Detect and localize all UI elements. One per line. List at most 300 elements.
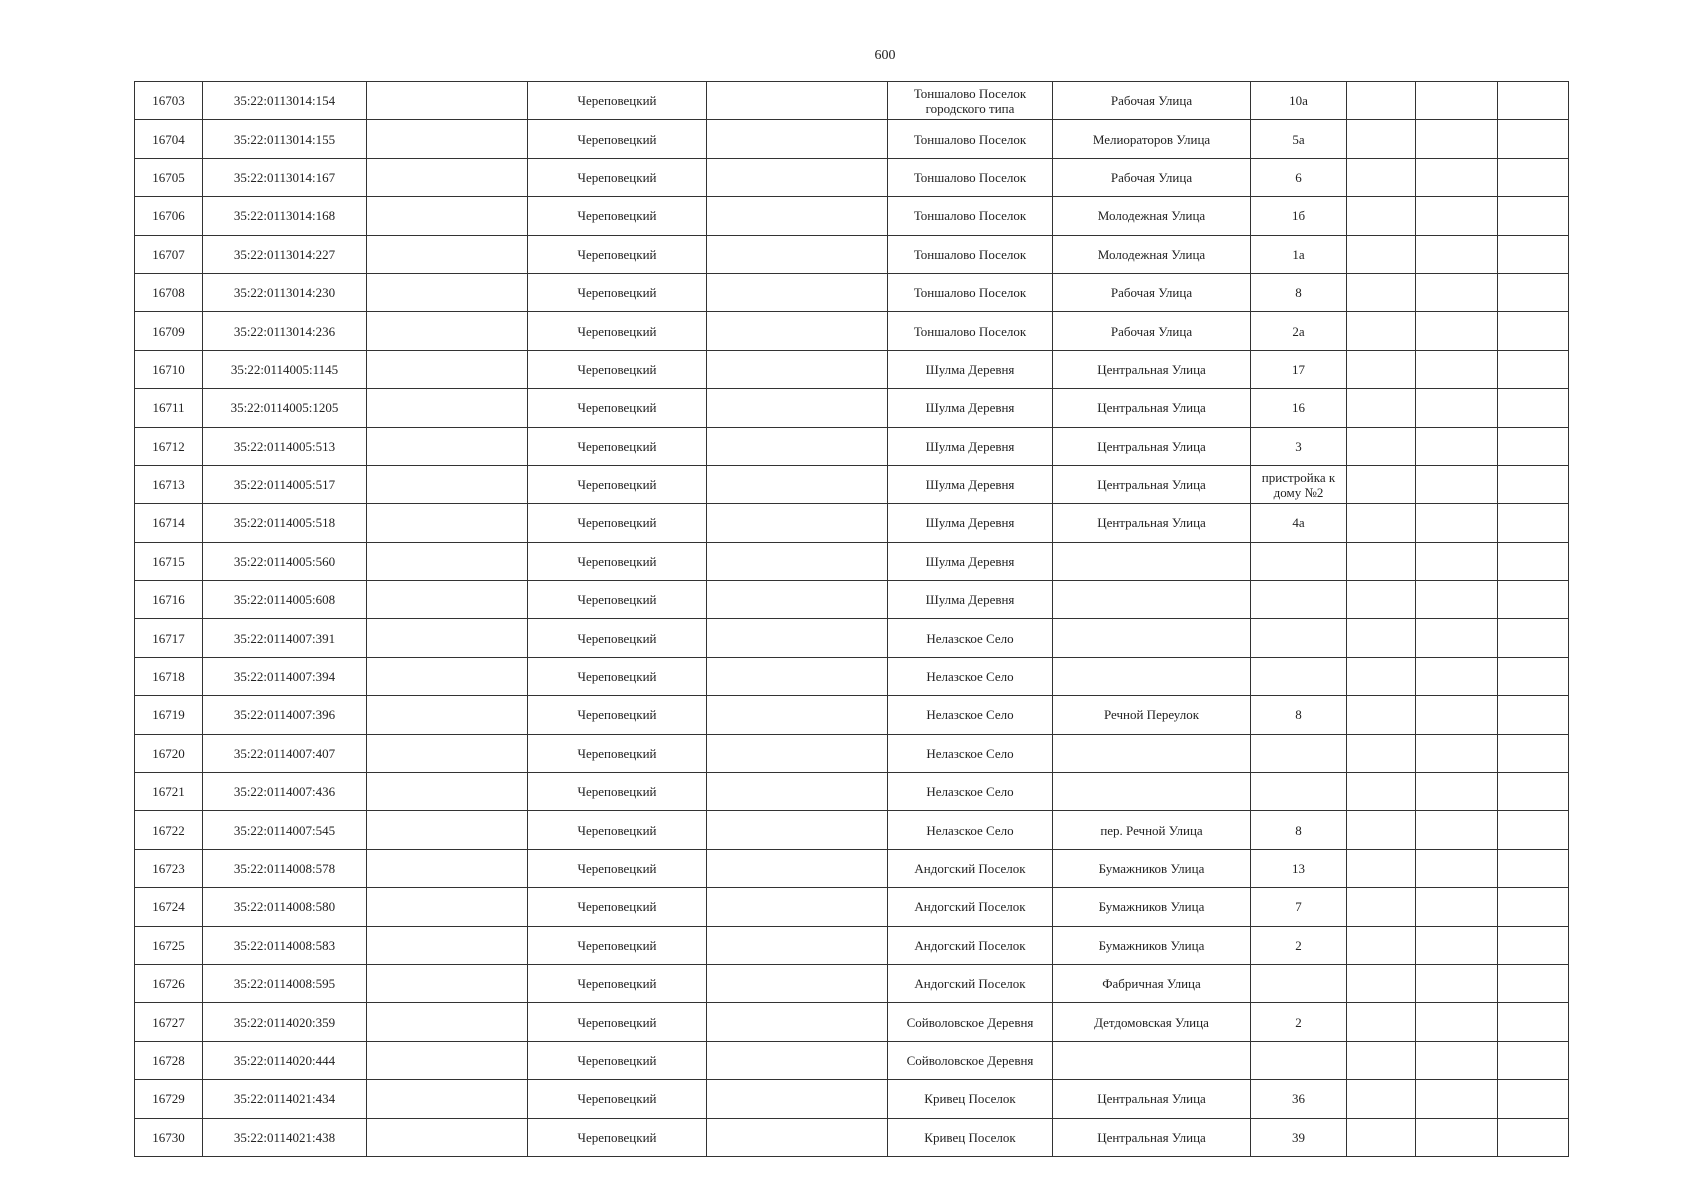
row-number-cell: 16708 xyxy=(135,273,203,311)
empty-cell xyxy=(367,158,528,196)
cadastral-number-cell: 35:22:0113014:168 xyxy=(203,197,367,235)
empty-cell xyxy=(707,120,888,158)
house-number-cell xyxy=(1251,657,1347,695)
house-number-cell: 39 xyxy=(1251,1118,1347,1156)
empty-cell xyxy=(1498,504,1569,542)
house-number-cell xyxy=(1251,581,1347,619)
cadastral-number-cell: 35:22:0114005:1205 xyxy=(203,389,367,427)
empty-cell xyxy=(367,350,528,388)
settlement-cell: Тоншалово Поселок городского типа xyxy=(888,82,1053,120)
district-cell: Череповецкий xyxy=(528,657,707,695)
empty-cell xyxy=(1498,465,1569,503)
settlement-cell: Тоншалово Поселок xyxy=(888,312,1053,350)
settlement-cell: Андогский Поселок xyxy=(888,888,1053,926)
table-row xyxy=(135,158,1569,196)
empty-cell xyxy=(1498,1118,1569,1156)
empty-cell xyxy=(1347,811,1416,849)
empty-cell xyxy=(707,350,888,388)
district-cell: Череповецкий xyxy=(528,1080,707,1118)
empty-cell xyxy=(1498,926,1569,964)
row-number-cell: 16709 xyxy=(135,312,203,350)
empty-cell xyxy=(1347,619,1416,657)
empty-cell xyxy=(367,811,528,849)
district-cell: Череповецкий xyxy=(528,82,707,120)
row-number-cell: 16716 xyxy=(135,581,203,619)
empty-cell xyxy=(1498,350,1569,388)
table-row xyxy=(135,427,1569,465)
row-number-cell: 16710 xyxy=(135,350,203,388)
empty-cell xyxy=(1416,849,1498,887)
settlement-cell: Кривец Поселок xyxy=(888,1080,1053,1118)
street-cell: пер. Речной Улица xyxy=(1053,811,1251,849)
district-cell: Череповецкий xyxy=(528,197,707,235)
cadastral-number-cell: 35:22:0114008:578 xyxy=(203,849,367,887)
settlement-cell: Шулма Деревня xyxy=(888,465,1053,503)
table-row xyxy=(135,811,1569,849)
house-number-cell: 8 xyxy=(1251,811,1347,849)
empty-cell xyxy=(707,235,888,273)
empty-cell xyxy=(707,849,888,887)
street-cell xyxy=(1053,619,1251,657)
row-number-cell: 16728 xyxy=(135,1041,203,1079)
empty-cell xyxy=(1347,1080,1416,1118)
empty-cell xyxy=(707,773,888,811)
empty-cell xyxy=(707,1118,888,1156)
cadastral-number-cell: 35:22:0114021:438 xyxy=(203,1118,367,1156)
district-cell: Череповецкий xyxy=(528,1003,707,1041)
empty-cell xyxy=(1416,542,1498,580)
empty-cell xyxy=(1416,657,1498,695)
street-cell: Центральная Улица xyxy=(1053,427,1251,465)
table-row xyxy=(135,465,1569,503)
table-row xyxy=(135,350,1569,388)
row-number-cell: 16730 xyxy=(135,1118,203,1156)
cadastral-number-cell: 35:22:0113014:230 xyxy=(203,273,367,311)
empty-cell xyxy=(1498,657,1569,695)
empty-cell xyxy=(1347,427,1416,465)
empty-cell xyxy=(1416,619,1498,657)
settlement-cell: Тоншалово Поселок xyxy=(888,158,1053,196)
street-cell xyxy=(1053,773,1251,811)
empty-cell xyxy=(1498,581,1569,619)
table-row xyxy=(135,273,1569,311)
empty-cell xyxy=(707,926,888,964)
row-number-cell: 16724 xyxy=(135,888,203,926)
street-cell: Бумажников Улица xyxy=(1053,926,1251,964)
house-number-cell xyxy=(1251,734,1347,772)
settlement-cell: Андогский Поселок xyxy=(888,964,1053,1002)
empty-cell xyxy=(1498,811,1569,849)
empty-cell xyxy=(707,504,888,542)
empty-cell xyxy=(707,542,888,580)
empty-cell xyxy=(367,964,528,1002)
settlement-cell: Тоншалово Поселок xyxy=(888,235,1053,273)
district-cell: Череповецкий xyxy=(528,389,707,427)
settlement-cell: Шулма Деревня xyxy=(888,389,1053,427)
table-row xyxy=(135,581,1569,619)
empty-cell xyxy=(707,1080,888,1118)
street-cell: Центральная Улица xyxy=(1053,350,1251,388)
empty-cell xyxy=(1347,964,1416,1002)
cadastral-number-cell: 35:22:0114007:396 xyxy=(203,696,367,734)
empty-cell xyxy=(1347,312,1416,350)
table-row xyxy=(135,1041,1569,1079)
settlement-cell: Шулма Деревня xyxy=(888,427,1053,465)
empty-cell xyxy=(1416,811,1498,849)
row-number-cell: 16704 xyxy=(135,120,203,158)
row-number-cell: 16711 xyxy=(135,389,203,427)
cadastral-number-cell: 35:22:0114005:560 xyxy=(203,542,367,580)
empty-cell xyxy=(707,619,888,657)
empty-cell xyxy=(707,696,888,734)
cadastral-number-cell: 35:22:0113014:155 xyxy=(203,120,367,158)
table-row xyxy=(135,773,1569,811)
empty-cell xyxy=(1416,888,1498,926)
empty-cell xyxy=(707,197,888,235)
district-cell: Череповецкий xyxy=(528,504,707,542)
cadastral-number-cell: 35:22:0114007:391 xyxy=(203,619,367,657)
house-number-cell: 1б xyxy=(1251,197,1347,235)
table-row xyxy=(135,657,1569,695)
cadastral-number-cell: 35:22:0114021:434 xyxy=(203,1080,367,1118)
cadastral-number-cell: 35:22:0114020:444 xyxy=(203,1041,367,1079)
empty-cell xyxy=(1416,734,1498,772)
row-number-cell: 16713 xyxy=(135,465,203,503)
table-row xyxy=(135,504,1569,542)
district-cell: Череповецкий xyxy=(528,581,707,619)
table-row xyxy=(135,235,1569,273)
empty-cell xyxy=(1347,389,1416,427)
empty-cell xyxy=(1416,389,1498,427)
empty-cell xyxy=(1347,926,1416,964)
empty-cell xyxy=(707,734,888,772)
table-row xyxy=(135,619,1569,657)
district-cell: Череповецкий xyxy=(528,350,707,388)
street-cell: Центральная Улица xyxy=(1053,504,1251,542)
empty-cell xyxy=(1347,197,1416,235)
house-number-cell: 16 xyxy=(1251,389,1347,427)
table-row xyxy=(135,1118,1569,1156)
settlement-cell: Шулма Деревня xyxy=(888,581,1053,619)
row-number-cell: 16717 xyxy=(135,619,203,657)
empty-cell xyxy=(1498,849,1569,887)
empty-cell xyxy=(367,427,528,465)
empty-cell xyxy=(367,1041,528,1079)
empty-cell xyxy=(367,389,528,427)
empty-cell xyxy=(1498,964,1569,1002)
empty-cell xyxy=(1498,1080,1569,1118)
street-cell: Детдомовская Улица xyxy=(1053,1003,1251,1041)
street-cell: Центральная Улица xyxy=(1053,465,1251,503)
empty-cell xyxy=(367,773,528,811)
district-cell: Череповецкий xyxy=(528,273,707,311)
cadastral-number-cell: 35:22:0114008:583 xyxy=(203,926,367,964)
settlement-cell: Тоншалово Поселок xyxy=(888,120,1053,158)
empty-cell xyxy=(1416,773,1498,811)
house-number-cell: 2а xyxy=(1251,312,1347,350)
empty-cell xyxy=(1498,197,1569,235)
table-row xyxy=(135,1003,1569,1041)
empty-cell xyxy=(707,964,888,1002)
house-number-cell: 17 xyxy=(1251,350,1347,388)
district-cell: Череповецкий xyxy=(528,773,707,811)
empty-cell xyxy=(1347,235,1416,273)
table-row xyxy=(135,888,1569,926)
empty-cell xyxy=(367,581,528,619)
empty-cell xyxy=(707,657,888,695)
empty-cell xyxy=(1498,1041,1569,1079)
empty-cell xyxy=(1416,926,1498,964)
empty-cell xyxy=(1498,696,1569,734)
street-cell: Бумажников Улица xyxy=(1053,888,1251,926)
empty-cell xyxy=(367,542,528,580)
empty-cell xyxy=(1347,465,1416,503)
empty-cell xyxy=(367,734,528,772)
street-cell: Центральная Улица xyxy=(1053,1118,1251,1156)
empty-cell xyxy=(367,235,528,273)
district-cell: Череповецкий xyxy=(528,542,707,580)
street-cell: Рабочая Улица xyxy=(1053,82,1251,120)
row-number-cell: 16725 xyxy=(135,926,203,964)
empty-cell xyxy=(367,82,528,120)
street-cell: Рабочая Улица xyxy=(1053,312,1251,350)
settlement-cell: Нелазское Село xyxy=(888,619,1053,657)
cadastral-number-cell: 35:22:0114005:518 xyxy=(203,504,367,542)
house-number-cell: 7 xyxy=(1251,888,1347,926)
empty-cell xyxy=(367,465,528,503)
table-row xyxy=(135,926,1569,964)
empty-cell xyxy=(707,82,888,120)
empty-cell xyxy=(1347,350,1416,388)
empty-cell xyxy=(1347,773,1416,811)
district-cell: Череповецкий xyxy=(528,964,707,1002)
row-number-cell: 16719 xyxy=(135,696,203,734)
empty-cell xyxy=(1498,427,1569,465)
table-row xyxy=(135,82,1569,120)
house-number-cell: 5а xyxy=(1251,120,1347,158)
row-number-cell: 16727 xyxy=(135,1003,203,1041)
row-number-cell: 16718 xyxy=(135,657,203,695)
row-number-cell: 16720 xyxy=(135,734,203,772)
empty-cell xyxy=(707,1041,888,1079)
empty-cell xyxy=(1416,158,1498,196)
settlement-cell: Нелазское Село xyxy=(888,696,1053,734)
table-row xyxy=(135,964,1569,1002)
empty-cell xyxy=(707,389,888,427)
registry-table xyxy=(134,81,1569,1157)
empty-cell xyxy=(707,427,888,465)
house-number-cell: 1а xyxy=(1251,235,1347,273)
empty-cell xyxy=(1347,542,1416,580)
empty-cell xyxy=(1347,849,1416,887)
row-number-cell: 16726 xyxy=(135,964,203,1002)
empty-cell xyxy=(1498,888,1569,926)
empty-cell xyxy=(367,696,528,734)
empty-cell xyxy=(1416,273,1498,311)
cadastral-number-cell: 35:22:0114008:595 xyxy=(203,964,367,1002)
empty-cell xyxy=(367,1080,528,1118)
table-row xyxy=(135,197,1569,235)
cadastral-number-cell: 35:22:0114008:580 xyxy=(203,888,367,926)
street-cell xyxy=(1053,657,1251,695)
empty-cell xyxy=(1498,619,1569,657)
row-number-cell: 16707 xyxy=(135,235,203,273)
cadastral-number-cell: 35:22:0113014:227 xyxy=(203,235,367,273)
district-cell: Череповецкий xyxy=(528,1041,707,1079)
empty-cell xyxy=(367,1003,528,1041)
empty-cell xyxy=(1347,1041,1416,1079)
empty-cell xyxy=(367,120,528,158)
empty-cell xyxy=(1416,581,1498,619)
house-number-cell xyxy=(1251,542,1347,580)
empty-cell xyxy=(707,888,888,926)
table-row xyxy=(135,120,1569,158)
street-cell: Молодежная Улица xyxy=(1053,197,1251,235)
empty-cell xyxy=(1498,542,1569,580)
empty-cell xyxy=(1347,120,1416,158)
empty-cell xyxy=(1347,158,1416,196)
street-cell: Центральная Улица xyxy=(1053,389,1251,427)
empty-cell xyxy=(1498,235,1569,273)
district-cell: Череповецкий xyxy=(528,312,707,350)
empty-cell xyxy=(707,581,888,619)
district-cell: Череповецкий xyxy=(528,1118,707,1156)
empty-cell xyxy=(1416,696,1498,734)
empty-cell xyxy=(707,465,888,503)
district-cell: Череповецкий xyxy=(528,619,707,657)
empty-cell xyxy=(1347,82,1416,120)
house-number-cell: 36 xyxy=(1251,1080,1347,1118)
empty-cell xyxy=(1347,888,1416,926)
house-number-cell: 13 xyxy=(1251,849,1347,887)
empty-cell xyxy=(1416,197,1498,235)
empty-cell xyxy=(367,926,528,964)
settlement-cell: Сойволовское Деревня xyxy=(888,1041,1053,1079)
settlement-cell: Андогский Поселок xyxy=(888,926,1053,964)
empty-cell xyxy=(1498,312,1569,350)
house-number-cell xyxy=(1251,1041,1347,1079)
empty-cell xyxy=(367,888,528,926)
street-cell xyxy=(1053,1041,1251,1079)
table-row xyxy=(135,389,1569,427)
empty-cell xyxy=(1498,734,1569,772)
settlement-cell: Нелазское Село xyxy=(888,734,1053,772)
empty-cell xyxy=(1347,1003,1416,1041)
empty-cell xyxy=(707,273,888,311)
cadastral-number-cell: 35:22:0114007:394 xyxy=(203,657,367,695)
street-cell: Фабричная Улица xyxy=(1053,964,1251,1002)
district-cell: Череповецкий xyxy=(528,158,707,196)
empty-cell xyxy=(1416,82,1498,120)
street-cell xyxy=(1053,734,1251,772)
district-cell: Череповецкий xyxy=(528,235,707,273)
district-cell: Череповецкий xyxy=(528,465,707,503)
table-row xyxy=(135,1080,1569,1118)
street-cell xyxy=(1053,542,1251,580)
empty-cell xyxy=(1416,312,1498,350)
row-number-cell: 16703 xyxy=(135,82,203,120)
settlement-cell: Шулма Деревня xyxy=(888,350,1053,388)
street-cell: Рабочая Улица xyxy=(1053,158,1251,196)
table-row xyxy=(135,312,1569,350)
empty-cell xyxy=(367,273,528,311)
settlement-cell: Тоншалово Поселок xyxy=(888,197,1053,235)
settlement-cell: Шулма Деревня xyxy=(888,542,1053,580)
empty-cell xyxy=(367,197,528,235)
row-number-cell: 16723 xyxy=(135,849,203,887)
district-cell: Череповецкий xyxy=(528,696,707,734)
empty-cell xyxy=(367,657,528,695)
house-number-cell: 4а xyxy=(1251,504,1347,542)
empty-cell xyxy=(1416,235,1498,273)
empty-cell xyxy=(707,158,888,196)
house-number-cell: 10а xyxy=(1251,82,1347,120)
house-number-cell xyxy=(1251,773,1347,811)
empty-cell xyxy=(1498,82,1569,120)
empty-cell xyxy=(367,1118,528,1156)
cadastral-number-cell: 35:22:0114005:1145 xyxy=(203,350,367,388)
empty-cell xyxy=(1416,465,1498,503)
settlement-cell: Андогский Поселок xyxy=(888,849,1053,887)
row-number-cell: 16721 xyxy=(135,773,203,811)
empty-cell xyxy=(1498,273,1569,311)
cadastral-number-cell: 35:22:0114005:513 xyxy=(203,427,367,465)
house-number-cell: 8 xyxy=(1251,696,1347,734)
empty-cell xyxy=(1498,120,1569,158)
settlement-cell: Кривец Поселок xyxy=(888,1118,1053,1156)
street-cell: Мелиораторов Улица xyxy=(1053,120,1251,158)
street-cell: Молодежная Улица xyxy=(1053,235,1251,273)
empty-cell xyxy=(1498,773,1569,811)
empty-cell xyxy=(1347,504,1416,542)
row-number-cell: 16722 xyxy=(135,811,203,849)
empty-cell xyxy=(1347,1118,1416,1156)
row-number-cell: 16706 xyxy=(135,197,203,235)
street-cell: Центральная Улица xyxy=(1053,1080,1251,1118)
settlement-cell: Нелазское Село xyxy=(888,657,1053,695)
house-number-cell xyxy=(1251,964,1347,1002)
house-number-cell: 2 xyxy=(1251,1003,1347,1041)
district-cell: Череповецкий xyxy=(528,849,707,887)
settlement-cell: Тоншалово Поселок xyxy=(888,273,1053,311)
table-row xyxy=(135,696,1569,734)
cadastral-number-cell: 35:22:0114007:436 xyxy=(203,773,367,811)
empty-cell xyxy=(1416,1118,1498,1156)
cadastral-number-cell: 35:22:0114020:359 xyxy=(203,1003,367,1041)
street-cell: Речной Переулок xyxy=(1053,696,1251,734)
empty-cell xyxy=(1416,504,1498,542)
cadastral-number-cell: 35:22:0114007:407 xyxy=(203,734,367,772)
cadastral-number-cell: 35:22:0113014:154 xyxy=(203,82,367,120)
registry-body xyxy=(135,82,1569,1157)
empty-cell xyxy=(1498,158,1569,196)
row-number-cell: 16715 xyxy=(135,542,203,580)
empty-cell xyxy=(1416,350,1498,388)
empty-cell xyxy=(1416,427,1498,465)
row-number-cell: 16729 xyxy=(135,1080,203,1118)
settlement-cell: Нелазское Село xyxy=(888,811,1053,849)
empty-cell xyxy=(707,811,888,849)
empty-cell xyxy=(707,1003,888,1041)
street-cell xyxy=(1053,581,1251,619)
cadastral-number-cell: 35:22:0113014:167 xyxy=(203,158,367,196)
street-cell: Бумажников Улица xyxy=(1053,849,1251,887)
empty-cell xyxy=(1416,1080,1498,1118)
district-cell: Череповецкий xyxy=(528,427,707,465)
empty-cell xyxy=(1498,389,1569,427)
settlement-cell: Шулма Деревня xyxy=(888,504,1053,542)
street-cell: Рабочая Улица xyxy=(1053,273,1251,311)
